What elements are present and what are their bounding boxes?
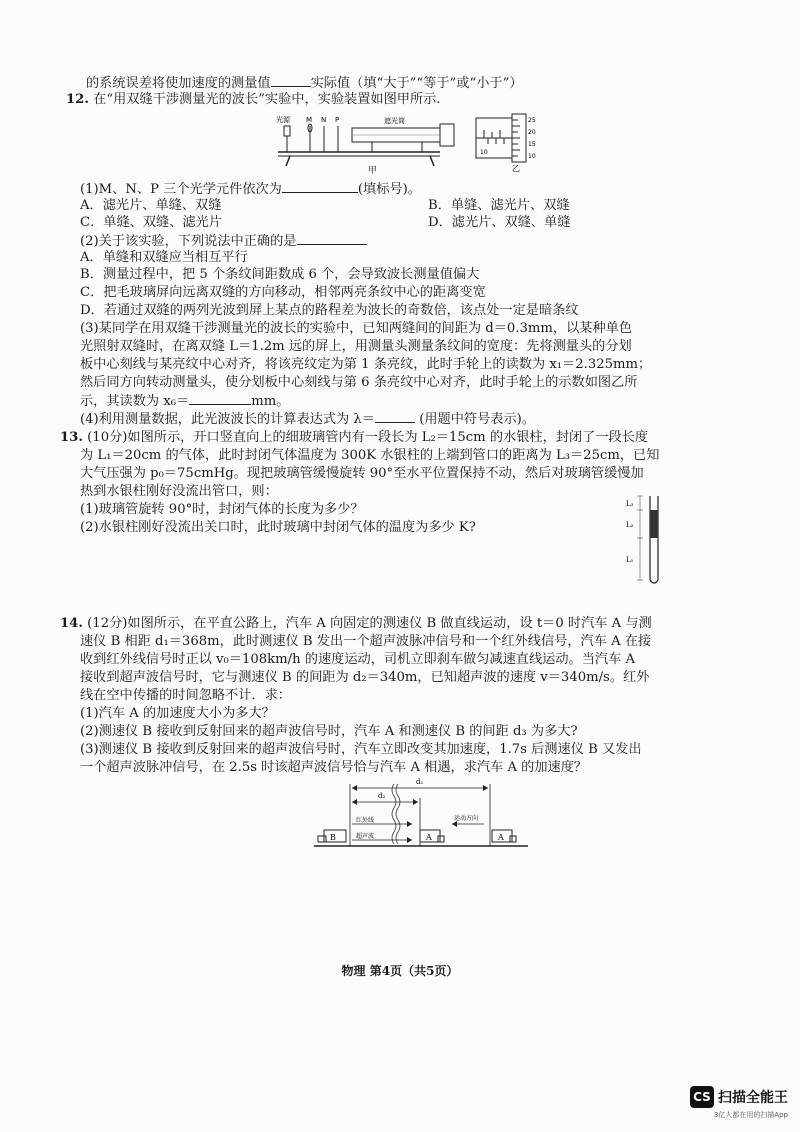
q12-2-option-c: C．把毛玻璃屏向远离双缝的方向移动，相邻两亮条纹中心的距离变宽 xyxy=(80,285,486,300)
tick-label: 10 xyxy=(528,153,536,160)
q14-part3: (3)测速仪 B 接收到反射回来的超声波信号时，汽车立即改变其加速度，1.7s 后测速仪 B 又发出 xyxy=(80,742,642,757)
label-m: M xyxy=(306,116,313,124)
main-scale-label: 10 xyxy=(480,149,488,156)
option-c: C．单缝、双缝、滤光片 xyxy=(80,215,222,230)
figure-jia-caption: 甲 xyxy=(368,166,378,176)
answer-blank xyxy=(271,74,311,87)
option-d: D．滤光片、双缝、单缝 xyxy=(428,215,571,230)
text: 示，其读数为 x₆＝ xyxy=(80,394,190,409)
page-footer: 物理 第4页（共5页） xyxy=(341,964,459,978)
text-line: 一个超声波脉冲信号，在 2.5s 时该超声波信号恰与汽车 A 相遇，求汽车 A 的加速度？ xyxy=(80,760,588,775)
answer-blank xyxy=(282,180,358,193)
figure-jia-apparatus xyxy=(272,108,462,170)
text-line: 热到水银柱刚好没流出管口，则： xyxy=(80,484,278,499)
q13-part2: (2)水银柱刚好没流出关口时，此时玻璃中封闭气体的温度为多少 K? xyxy=(80,520,476,535)
q12-part4 xyxy=(80,410,535,429)
label-tube: 遮光筒 xyxy=(384,117,405,125)
text-line: 然后同方向转动测量头，使分划板中心刻线与第 6 条亮纹中心对齐，此时手轮上的示数如图乙所 xyxy=(80,375,638,390)
text-line: 速仪 B 相距 d₁＝368m，此时测速仪 B 发出一个超声波脉冲信号和一个红外线信号，汽车 A 在接 xyxy=(80,634,652,649)
answer-blank xyxy=(375,410,415,423)
text-line: 板中心刻线与某亮纹中心对齐，将该亮纹定为第 1 条亮纹，此时手轮上的读数为 x₁＝2.325mm； xyxy=(80,357,652,372)
label-car-a-later: A xyxy=(498,833,504,842)
text-line: 线在空中传播的时间忽略不计．求： xyxy=(80,688,291,703)
label-motion-direction: 运动方向 xyxy=(454,815,479,822)
text: 实际值（填“大于”“等于”或“小于”） xyxy=(310,76,523,91)
text: (填标号)。 xyxy=(357,182,421,197)
figure-glass-tube xyxy=(620,492,670,592)
figure-yi-micrometer xyxy=(472,110,552,174)
label-p: P xyxy=(335,116,340,124)
q14-part1: (1)汽车 A 的加速度大小为多大？ xyxy=(80,706,275,721)
brand-slogan: 3亿人都在用的扫描App xyxy=(713,1111,788,1119)
brand-name: 扫描全能王 xyxy=(718,1090,788,1106)
question-12-stem xyxy=(66,91,441,109)
label-ultrasonic: 超声波 xyxy=(356,833,375,840)
question-number: 13. xyxy=(60,430,83,445)
text-line: 收到红外线信号时正以 v₀＝108km/h 的速度运动，司机立即刹车做匀减速直线运动。当汽车 A xyxy=(80,652,635,667)
figure-road-speed-meter xyxy=(312,776,532,856)
label-infrared: 红外线 xyxy=(356,817,375,824)
question-number: 12. xyxy=(66,92,89,107)
option-b: B．单缝、滤光片、双缝 xyxy=(428,198,570,213)
text: (12分)如图所示，在平直公路上，汽车 A 向固定的测速仪 B 做直线运动，设 t＝0 时汽车 A 与测 xyxy=(87,616,652,631)
text: (2)关于该实验，下列说法中正确的是 xyxy=(80,234,297,249)
q12-2-option-a: A．单缝和双缝应当相互平行 xyxy=(80,250,248,265)
q12-part3: (3)某同学在用双缝干涉测量光的波长的实验中，已知两缝间的间距为 d＝0.3mm，以某种单色 xyxy=(80,321,633,336)
tick-label: 20 xyxy=(528,129,536,136)
label-n: N xyxy=(321,116,327,124)
text-line: 为 L₁＝20cm 的气体，此时封闭气体温度为 300K 水银柱的上端到管口的距离为 L₃＝25cm，已知 xyxy=(80,448,660,463)
label-l1: L₁ xyxy=(626,556,634,564)
text: (10分)如图所示，开口竖直向上的细玻璃管内有一段长为 L₂＝15cm 的水银柱，封闭了一段长度 xyxy=(87,430,649,445)
q13-part1: (1)玻璃管旋转 90°时，封闭气体的长度为多少？ xyxy=(80,502,364,517)
text-line: 接收到超声波信号时，它与测速仪 B 的间距为 d₂＝340m，已知超声波的速度 v＝340m/s。红外 xyxy=(80,670,650,685)
text: 的系统误差将使加速度的测量值 xyxy=(86,76,271,91)
text-line: 大气压强为 p₀＝75cmHg。现把玻璃管缓慢旋转 90°至水平位置保持不动，然后对玻璃管缓慢加 xyxy=(80,466,644,481)
q14-part2: (2)测速仪 B 接收到反射回来的超声波信号时，汽车 A 和测速仪 B 的间距 d₃ 为多大? xyxy=(80,724,578,739)
q12-2-option-d: D．若通过双缝的两列光波到屏上某点的路程差为波长的奇数倍，该点处一定是暗条纹 xyxy=(80,303,579,318)
text: (用题中符号表示)。 xyxy=(419,412,535,427)
scanner-watermark xyxy=(690,1086,788,1120)
text: (4)利用测量数据，此光波波长的计算表达式为 λ＝ xyxy=(80,412,375,427)
q12-2-option-b: B．测量过程中，把 5 个条纹间距数成 6 个，会导致波长测量值偏大 xyxy=(80,267,480,282)
answer-blank xyxy=(189,392,251,405)
tick-label: 15 xyxy=(528,141,536,148)
option-a: A．滤光片、单缝、双缝 xyxy=(80,198,222,213)
camscanner-logo-icon: CS xyxy=(690,1086,714,1108)
label-l3: L₃ xyxy=(626,500,634,508)
label-l2: L₂ xyxy=(626,521,634,529)
figure-yi-caption: 乙 xyxy=(512,164,520,173)
text: mm。 xyxy=(251,394,290,409)
label-station-b: B xyxy=(330,833,336,842)
text: 在“用双缝干涉测量光的波长”实验中，实验装置如图甲所示. xyxy=(93,92,441,107)
text-line xyxy=(80,392,289,411)
text: (1)M、N、P 三个光学元件依次为 xyxy=(80,182,282,197)
question-13-stem xyxy=(60,429,648,447)
label-car-a: A xyxy=(426,833,432,842)
answer-blank xyxy=(297,232,367,245)
question-14-stem xyxy=(60,615,652,633)
question-number: 14. xyxy=(60,616,83,631)
label-d1: d₁ xyxy=(416,778,424,786)
label-light-source: 光源 xyxy=(276,116,290,124)
tick-label: 25 xyxy=(528,117,536,124)
label-d2: d₂ xyxy=(378,792,386,800)
text-line: 光照射双缝时，在离双缝 L＝1.2m 远的屏上，用测量头测量条纹间的宽度：先将测量头的分划 xyxy=(80,339,632,354)
